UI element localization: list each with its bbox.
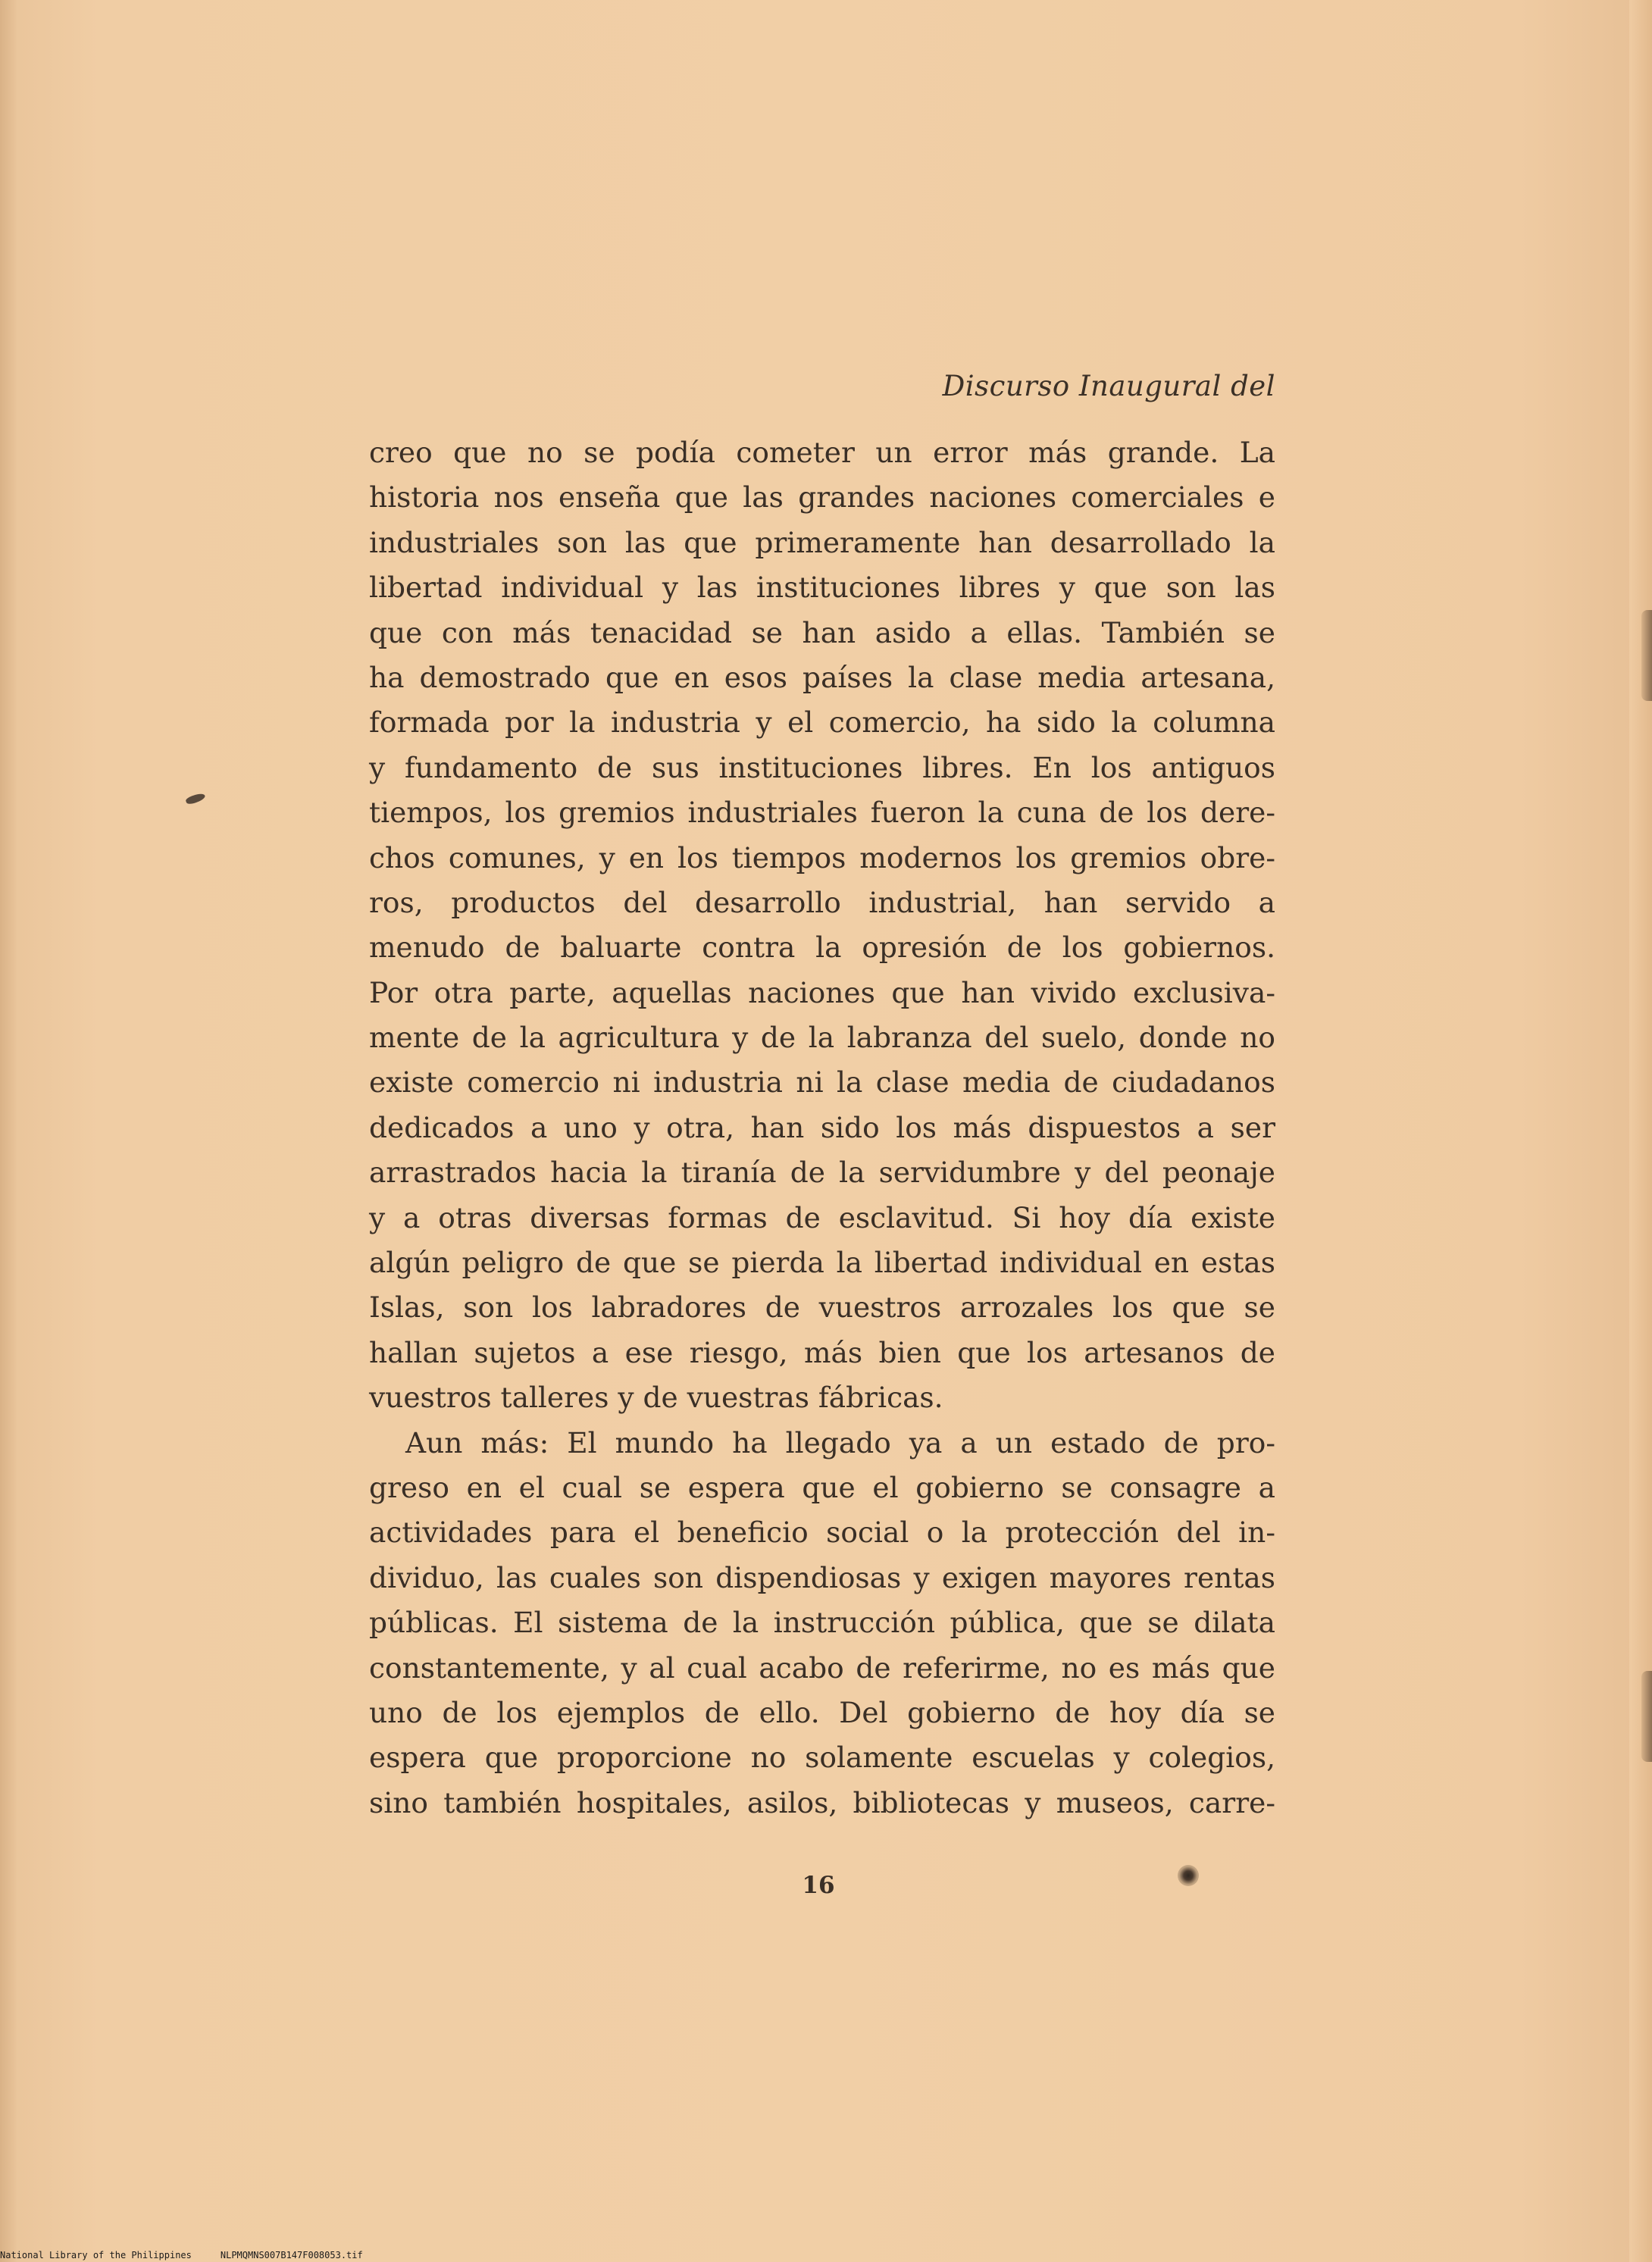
text-line: Aun más: El mundo ha llegado ya a un estado de pro- bbox=[405, 1425, 1275, 1460]
scan-caption bbox=[0, 2249, 363, 2262]
body-text bbox=[369, 430, 1275, 1826]
running-header: Discurso Inaugural del bbox=[942, 370, 1275, 402]
text-line: Por otra parte, aquellas naciones que han vivido exclusiva- bbox=[369, 975, 1275, 1009]
text-line: formada por la industria y el comercio, ha sido la columna bbox=[369, 706, 1275, 740]
text-line: industriales son las que primeramente han desarrollado la bbox=[369, 525, 1275, 559]
text-line: y a otras diversas formas de esclavitud. Si hoy día existe bbox=[369, 1200, 1275, 1234]
text-line: dividuo, las cuales son dispendiosas y exigen mayores rentas bbox=[369, 1560, 1275, 1594]
page-number: 16 bbox=[802, 1872, 835, 1899]
text-line: historia nos enseña que las grandes naciones comerciales e bbox=[369, 480, 1275, 515]
text-line: ros, productos del desarrollo industrial, han servido a bbox=[369, 885, 1275, 919]
text-line: constantemente, y al cual acabo de referirme, no es más que bbox=[369, 1650, 1275, 1685]
text-line: vuestros talleres y de vuestras fábricas. bbox=[369, 1381, 943, 1415]
text-line: públicas. El sistema de la instrucción pública, que se dilata bbox=[369, 1606, 1275, 1640]
text-line: que con más tenacidad se han asido a ellas. También se bbox=[369, 615, 1275, 649]
text-line: chos comunes, y en los tiempos modernos los gremios obre- bbox=[369, 840, 1275, 874]
ink-stain bbox=[1178, 1865, 1199, 1886]
text-line: Islas, son los labradores de vuestros arrozales los que se bbox=[369, 1291, 1275, 1325]
text-line: tiempos, los gremios industriales fueron la cuna de los dere- bbox=[369, 796, 1275, 830]
page-right-edge bbox=[1629, 0, 1652, 2262]
text-line: arrastrados hacia la tiranía de la servidumbre y del peonaje bbox=[369, 1156, 1275, 1190]
text-line: y fundamento de sus instituciones libres. En los antiguos bbox=[369, 750, 1275, 784]
binding-clip-mark bbox=[1641, 1671, 1652, 1762]
text-line: espera que proporcione no solamente escuelas y colegios, bbox=[369, 1741, 1275, 1775]
text-line: actividades para el beneficio social o la protección del in- bbox=[369, 1516, 1275, 1550]
text-line: creo que no se podía cometer un error más grande. La bbox=[369, 436, 1275, 469]
text-line: libertad individual y las instituciones libres y que son las bbox=[369, 571, 1275, 605]
text-line: greso en el cual se espera que el gobierno se consagre a bbox=[369, 1470, 1275, 1504]
text-line: sino también hospitales, asilos, bibliotecas y museos, carre- bbox=[369, 1785, 1275, 1819]
text-line: dedicados a uno y otra, han sido los más dispuestos a ser bbox=[369, 1110, 1275, 1144]
text-line: existe comercio ni industria ni la clase media de ciudadanos bbox=[369, 1065, 1275, 1100]
text-line: ha demostrado que en esos países la clase media artesana, bbox=[369, 660, 1275, 694]
text-line: uno de los ejemplos de ello. Del gobierno de hoy día se bbox=[369, 1695, 1275, 1729]
library-name: National Library of the Philippines bbox=[0, 2250, 192, 2260]
text-line: algún peligro de que se pierda la libertad individual en estas bbox=[369, 1246, 1275, 1280]
page-left-edge bbox=[0, 0, 17, 2262]
text-line: hallan sujetos a ese riesgo, más bien que los artesanos de bbox=[369, 1335, 1275, 1369]
margin-mark bbox=[185, 792, 206, 806]
text-line: menudo de baluarte contra la opresión de los gobiernos. bbox=[369, 931, 1275, 965]
file-id: NLPMQMNS007B147F008053.tif bbox=[220, 2250, 363, 2260]
text-line: mente de la agricultura y de la labranza del suelo, donde no bbox=[369, 1021, 1275, 1055]
binding-clip-mark bbox=[1641, 610, 1652, 701]
